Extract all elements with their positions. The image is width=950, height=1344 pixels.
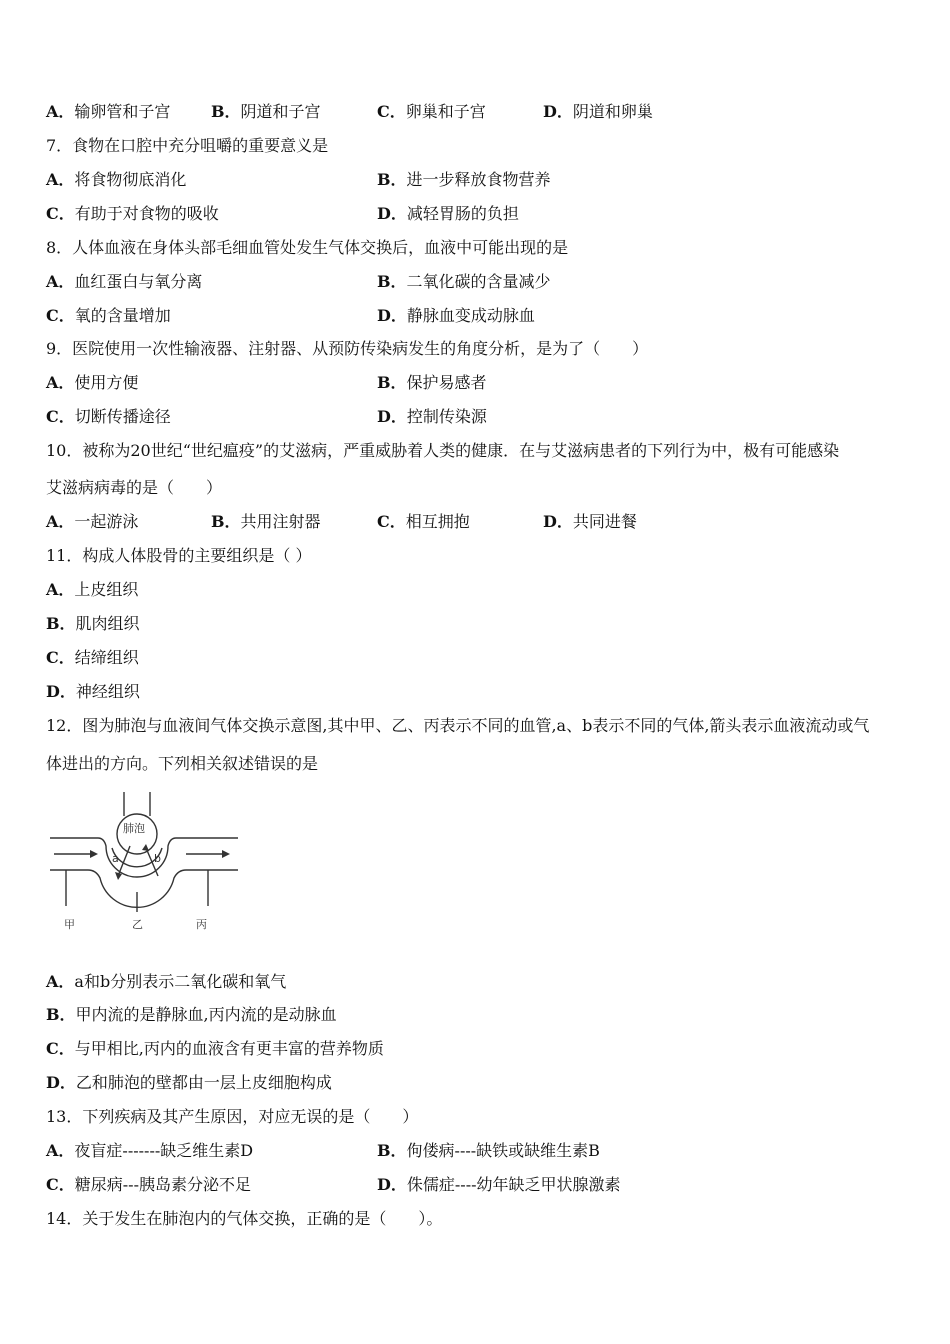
- q6-option-d: D．阴道和卵巢: [543, 102, 653, 121]
- capillary-top-wall: [50, 838, 238, 877]
- alveolus-label: 肺泡: [123, 822, 145, 835]
- q14-stem: 14．关于发生在肺泡内的气体交换，正确的是（ ）。: [46, 1209, 443, 1228]
- gas-b-label: b: [154, 852, 161, 865]
- q7-option-a: A．将食物彻底消化: [46, 170, 187, 189]
- q10-option-a: A．一起游泳: [46, 512, 139, 531]
- q12-option-d: D．乙和肺泡的壁都由一层上皮细胞构成: [46, 1073, 332, 1092]
- q12-option-a: A．a和b分别表示二氧化碳和氧气: [46, 972, 287, 991]
- q8-option-c: C．氧的含量增加: [46, 306, 171, 325]
- q8-stem: 8．人体血液在身体头部毛细血管处发生气体交换后，血液中可能出现的是: [46, 238, 569, 257]
- q8-option-a: A．血红蛋白与氧分离: [46, 272, 203, 291]
- q10-option-b: B．共用注射器: [211, 512, 321, 531]
- q9-option-a: A．使用方便: [46, 373, 139, 392]
- alveolus-gas-exchange-diagram: [46, 788, 246, 936]
- q6-option-b: B．阴道和子宫: [211, 102, 321, 121]
- q12-stem-line2: 体进出的方向。下列相关叙述错误的是: [46, 754, 319, 773]
- q13-stem: 13．下列疾病及其产生原因，对应无误的是（ ）: [46, 1107, 419, 1126]
- gas-b-arrow-head: [142, 844, 149, 851]
- q9-stem: 9．医院使用一次性输液器、注射器、从预防传染病发生的角度分析，是为了（ ）: [46, 339, 649, 358]
- q8-option-b: B．二氧化碳的含量减少: [377, 272, 551, 291]
- q7-stem: 7．食物在口腔中充分咀嚼的重要意义是: [46, 136, 329, 155]
- q13-option-b: B．佝偻病----缺铁或缺维生素B: [377, 1141, 600, 1160]
- q11-option-d: D．神经组织: [46, 682, 140, 701]
- q9-option-b: B．保护易感者: [377, 373, 487, 392]
- q13-option-d: D．侏儒症----幼年缺乏甲状腺激素: [377, 1175, 621, 1194]
- flow-arrow-out-head: [222, 850, 230, 858]
- q6-option-a: A．输卵管和子宫: [46, 102, 171, 121]
- gas-a-label: a: [112, 852, 119, 865]
- q13-option-c: C．糖尿病---胰岛素分泌不足: [46, 1175, 251, 1194]
- q12-stem-line1: 12．图为肺泡与血液间气体交换示意图,其中甲、乙、丙表示不同的血管,a、b表示不同的气体,箭头表示血液流动或气: [46, 716, 870, 735]
- q6-option-c: C．卵巢和子宫: [377, 102, 486, 121]
- q9-option-c: C．切断传播途径: [46, 407, 171, 426]
- q10-stem-line2: 艾滋病病毒的是（ ）: [46, 478, 223, 497]
- q10-stem-line1: 10．被称为20世纪“世纪瘟疫”的艾滋病，严重威胁着人类的健康．在与艾滋病患者的下列行为中，极有可能感染: [46, 441, 840, 460]
- q10-option-d: D．共同进餐: [543, 512, 637, 531]
- q11-option-b: B．肌肉组织: [46, 614, 140, 633]
- flow-arrow-in-head: [90, 850, 98, 858]
- q7-option-b: B．进一步释放食物营养: [377, 170, 551, 189]
- q11-option-a: A．上皮组织: [46, 580, 139, 599]
- q13-option-a: A．夜盲症-------缺乏维生素D: [46, 1141, 254, 1160]
- q11-option-c: C．结缔组织: [46, 648, 139, 667]
- q7-option-c: C．有助于对食物的吸收: [46, 204, 219, 223]
- q7-option-d: D．减轻胃肠的负担: [377, 204, 519, 223]
- vessel-jia-label: 甲: [64, 918, 75, 931]
- q12-option-b: B．甲内流的是静脉血,丙内流的是动脉血: [46, 1005, 337, 1024]
- vessel-bing-label: 丙: [196, 918, 207, 931]
- q8-option-d: D．静脉血变成动脉血: [377, 306, 535, 325]
- vessel-yi-label: 乙: [132, 918, 143, 931]
- q9-option-d: D．控制传染源: [377, 407, 487, 426]
- q11-stem: 11．构成人体股骨的主要组织是（ ）: [46, 546, 312, 565]
- q10-option-c: C．相互拥抱: [377, 512, 470, 531]
- q12-option-c: C．与甲相比,丙内的血液含有更丰富的营养物质: [46, 1039, 384, 1058]
